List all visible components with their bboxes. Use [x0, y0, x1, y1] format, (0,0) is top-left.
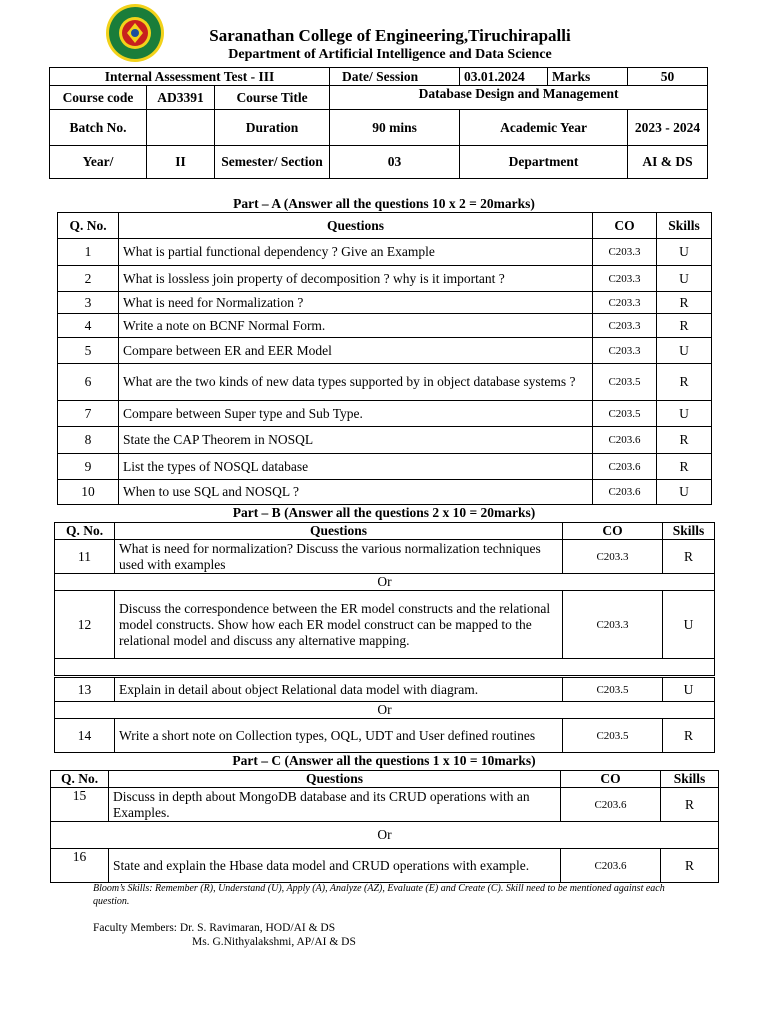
col-co: CO	[563, 523, 663, 540]
part-b-table-2	[54, 677, 715, 753]
table-row	[58, 239, 712, 266]
co-value: C203.6	[593, 454, 657, 480]
question-text: What is partial functional dependency ? Give an Example	[119, 239, 593, 266]
batch-label: Batch No.	[50, 110, 147, 146]
table-row	[58, 480, 712, 505]
question-text: Discuss in depth about MongoDB database and its CRUD operations with an Examples.	[109, 788, 561, 822]
co-value: C203.6	[561, 849, 661, 883]
skill-value: R	[661, 788, 719, 822]
q-number: 15	[51, 788, 109, 822]
question-text: What are the two kinds of new data types supported by in object database systems ?	[119, 364, 593, 401]
question-text: What is lossless join property of decomposition ? why is it important ?	[119, 266, 593, 292]
table-row	[55, 540, 715, 574]
table-row	[55, 591, 715, 659]
part-a-table	[57, 212, 712, 505]
col-questions: Questions	[115, 523, 563, 540]
q-number: 4	[58, 314, 119, 338]
table-row	[58, 338, 712, 364]
table-row	[58, 266, 712, 292]
table-row	[51, 849, 719, 883]
skill-value: R	[657, 292, 712, 314]
skill-value: R	[657, 314, 712, 338]
skill-value: R	[661, 849, 719, 883]
skill-value: U	[663, 678, 715, 702]
q-number: 1	[58, 239, 119, 266]
table-row	[55, 678, 715, 702]
or-divider: Or	[55, 574, 715, 591]
co-value: C203.5	[563, 719, 663, 753]
col-qno: Q. No.	[58, 213, 119, 239]
part-b-title: Part – B (Answer all the questions 2 x 10 = 20marks)	[232, 505, 536, 520]
col-co: CO	[561, 771, 661, 788]
col-qno: Q. No.	[51, 771, 109, 788]
academic-year-label: Academic Year	[460, 110, 628, 146]
question-text: Explain in detail about object Relational data model with diagram.	[115, 678, 563, 702]
col-skills: Skills	[657, 213, 712, 239]
or-divider: Or	[55, 702, 715, 719]
skill-value: U	[657, 338, 712, 364]
co-value: C203.3	[593, 292, 657, 314]
col-qno: Q. No.	[55, 523, 115, 540]
department-value: AI & DS	[628, 146, 708, 179]
skill-value: R	[657, 427, 712, 454]
table-row	[58, 292, 712, 314]
blank-row	[55, 659, 715, 676]
q-number: 13	[55, 678, 115, 702]
question-text: What is need for normalization? Discuss the various normalization techniques used with examples	[115, 540, 563, 574]
department-name: Department of Artificial Intelligence and Data Science	[228, 47, 552, 62]
college-logo	[103, 3, 167, 63]
part-a-title: Part – A (Answer all the questions 10 x 2 = 20marks)	[233, 196, 535, 211]
faculty-members	[93, 921, 356, 949]
q-number: 14	[55, 719, 115, 753]
co-value: C203.6	[593, 480, 657, 505]
course-code-label: Course code	[50, 86, 147, 110]
question-text: State the CAP Theorem in NOSQL	[119, 427, 593, 454]
part-c-table	[50, 770, 719, 883]
question-text: Write a note on BCNF Normal Form.	[119, 314, 593, 338]
marks-label: Marks	[548, 68, 628, 86]
col-questions: Questions	[119, 213, 593, 239]
col-questions: Questions	[109, 771, 561, 788]
co-value: C203.6	[593, 427, 657, 454]
question-text: Compare between Super type and Sub Type.	[119, 401, 593, 427]
q-number: 5	[58, 338, 119, 364]
co-value: C203.3	[593, 239, 657, 266]
question-text: Write a short note on Collection types, OQL, UDT and User defined routines	[115, 719, 563, 753]
skill-value: R	[663, 540, 715, 574]
q-number: 16	[51, 849, 109, 883]
table-row	[58, 427, 712, 454]
col-skills: Skills	[663, 523, 715, 540]
blooms-note: Bloom’s Skills: Remember (R), Understand (U), Apply (A), Analyze (AZ), Evaluate (E) and Create (C). Skill need to be mentioned against each question.	[93, 883, 665, 907]
skill-value: U	[657, 266, 712, 292]
co-value: C203.5	[593, 401, 657, 427]
skill-value: U	[657, 480, 712, 505]
co-value: C203.3	[593, 338, 657, 364]
part-b-table	[54, 522, 715, 676]
skill-value: U	[657, 401, 712, 427]
table-row	[58, 314, 712, 338]
semester-value: 03	[330, 146, 460, 179]
skill-value: U	[657, 239, 712, 266]
date-label: Date/ Session	[330, 68, 460, 86]
faculty-line-1: Faculty Members: Dr. S. Ravimaran, HOD/AI & DS	[93, 922, 336, 934]
duration-value: 90 mins	[330, 110, 460, 146]
table-row	[58, 364, 712, 401]
course-title-value: Database Design and Management	[330, 86, 708, 110]
q-number: 9	[58, 454, 119, 480]
col-co: CO	[593, 213, 657, 239]
duration-label: Duration	[215, 110, 330, 146]
co-value: C203.3	[593, 314, 657, 338]
test-label: Internal Assessment Test - III	[50, 68, 330, 86]
co-value: C203.3	[563, 540, 663, 574]
co-value: C203.5	[593, 364, 657, 401]
q-number: 12	[55, 591, 115, 659]
college-name: Saranathan College of Engineering,Tiruchirapalli	[209, 26, 571, 45]
or-divider: Or	[51, 822, 719, 849]
question-text: Compare between ER and EER Model	[119, 338, 593, 364]
table-row	[58, 401, 712, 427]
co-value: C203.5	[563, 678, 663, 702]
q-number: 3	[58, 292, 119, 314]
question-text: What is need for Normalization ?	[119, 292, 593, 314]
co-value: C203.3	[563, 591, 663, 659]
co-value: C203.6	[561, 788, 661, 822]
table-row	[55, 719, 715, 753]
question-text: List the types of NOSQL database	[119, 454, 593, 480]
q-number: 2	[58, 266, 119, 292]
course-code-value: AD3391	[147, 86, 215, 110]
skill-value: U	[663, 591, 715, 659]
course-title-label: Course Title	[215, 86, 330, 110]
year-label: Year/	[50, 146, 147, 179]
question-text: Discuss the correspondence between the ER model constructs and the relational model constructs. Show how each ER model construct can be mapped to the relational model and discuss any alternative mapping.	[115, 591, 563, 659]
batch-value	[147, 110, 215, 146]
table-row	[58, 454, 712, 480]
q-number: 7	[58, 401, 119, 427]
department-label: Department	[460, 146, 628, 179]
faculty-line-2: Ms. G.Nithyalakshmi, AP/AI & DS	[192, 936, 356, 948]
question-text: When to use SQL and NOSQL ?	[119, 480, 593, 505]
info-table	[49, 67, 708, 179]
co-value: C203.3	[593, 266, 657, 292]
academic-year-value: 2023 - 2024	[628, 110, 708, 146]
q-number: 11	[55, 540, 115, 574]
part-c-title: Part – C (Answer all the questions 1 x 10 = 10marks)	[232, 753, 536, 768]
semester-label: Semester/ Section	[215, 146, 330, 179]
skill-value: R	[657, 454, 712, 480]
year-value: II	[147, 146, 215, 179]
date-value: 03.01.2024	[460, 68, 548, 86]
skill-value: R	[657, 364, 712, 401]
q-number: 6	[58, 364, 119, 401]
marks-value: 50	[628, 68, 708, 86]
col-skills: Skills	[661, 771, 719, 788]
table-row	[51, 788, 719, 822]
skill-value: R	[663, 719, 715, 753]
q-number: 10	[58, 480, 119, 505]
q-number: 8	[58, 427, 119, 454]
question-text: State and explain the Hbase data model and CRUD operations with example.	[109, 849, 561, 883]
